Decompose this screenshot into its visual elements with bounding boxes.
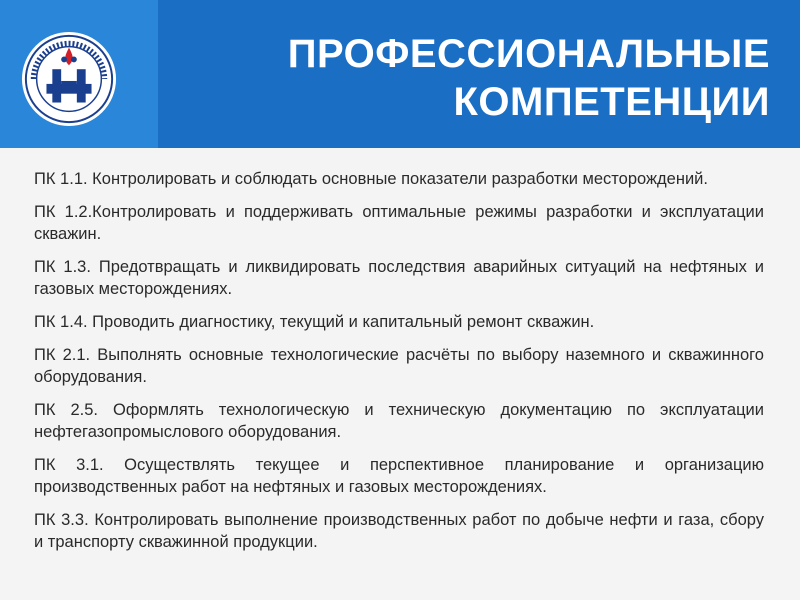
competency-item: ПК 3.1. Осуществлять текущее и перспективное планирование и организацию производственных работ на нефтяных и газовых месторождениях. [34, 456, 764, 496]
competency-item: ПК 2.5. Оформлять технологическую и техническую документацию по эксплуатации нефтегазопромыслового оборудования. [34, 401, 764, 441]
competency-item: ПК 1.3. Предотвращать и ликвидировать последствия аварийных ситуаций на нефтяных и газовых месторождениях. [34, 258, 764, 298]
competency-item: ПК 2.1. Выполнять основные технологические расчёты по выбору наземного и скважинного оборудования. [34, 346, 764, 386]
page-title [210, 30, 770, 126]
title-line-1: ПРОФЕССИОНАЛЬНЫЕ [287, 32, 770, 76]
logo-panel [0, 0, 158, 148]
header-bar [0, 0, 800, 148]
competencies-list [34, 168, 764, 564]
college-emblem-logo-icon [20, 30, 118, 128]
title-line-2: КОМПЕТЕНЦИИ [453, 80, 770, 124]
competency-item: ПК 1.1. Контролировать и соблюдать основные показатели разработки месторождений. [34, 170, 708, 188]
competency-item: ПК 1.2.Контролировать и поддерживать оптимальные режимы разработки и эксплуатации скважин. [34, 203, 764, 243]
competency-item: ПК 1.4. Проводить диагностику, текущий и капитальный ремонт скважин. [34, 313, 595, 331]
competency-item: ПК 3.3. Контролировать выполнение производственных работ по добыче нефти и газа, сбору и транспорту скважинной продукции. [34, 511, 764, 551]
